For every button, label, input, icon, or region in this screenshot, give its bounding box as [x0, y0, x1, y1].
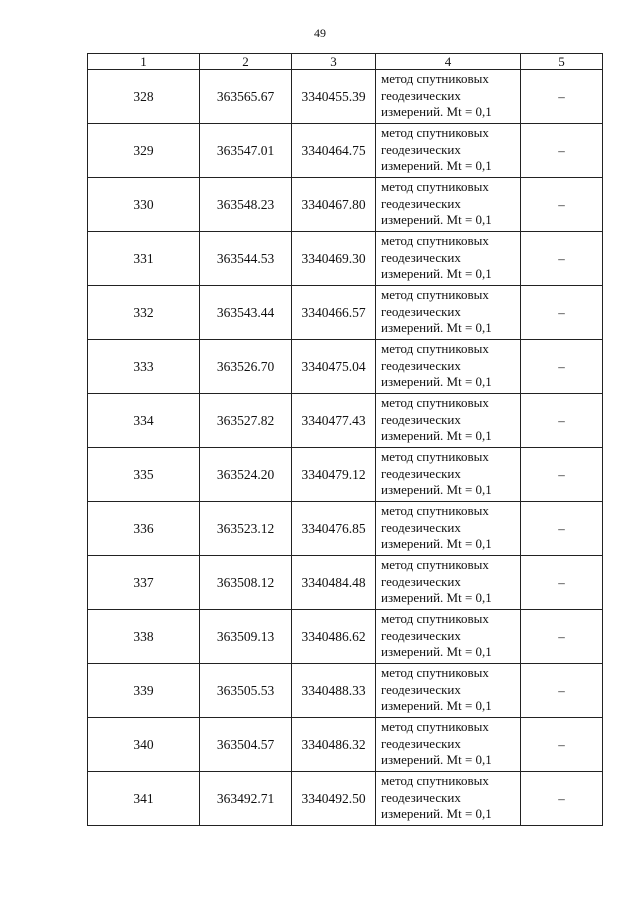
- method-cell: [376, 718, 521, 772]
- table-row: [88, 664, 603, 718]
- table-row: [88, 232, 603, 286]
- header-col-1: 1: [88, 54, 200, 70]
- point-number-cell: 340: [88, 718, 200, 772]
- method-cell: [376, 772, 521, 826]
- table-row: [88, 394, 603, 448]
- method-line: метод спутниковых: [381, 395, 489, 410]
- method-line: геодезических: [381, 573, 461, 589]
- header-col-5: 5: [521, 54, 603, 70]
- method-line: измерений. Mt = 0,1: [381, 104, 492, 119]
- table-header-row: [88, 54, 603, 70]
- method-line: метод спутниковых: [381, 233, 489, 248]
- y-coordinate-cell: 3340475.04: [292, 340, 376, 394]
- method-line: измерений. Mt = 0,1: [381, 374, 492, 389]
- method-line: измерений. Mt = 0,1: [381, 806, 492, 821]
- x-coordinate-cell: 363543.44: [200, 286, 292, 340]
- method-line: геодезических: [381, 789, 461, 805]
- note-cell: –: [521, 448, 603, 502]
- note-cell: –: [521, 70, 603, 124]
- point-number-cell: 332: [88, 286, 200, 340]
- point-number-cell: 329: [88, 124, 200, 178]
- y-coordinate-cell: 3340476.85: [292, 502, 376, 556]
- method-line: геодезических: [381, 681, 461, 697]
- point-number-cell: 331: [88, 232, 200, 286]
- header-col-4: 4: [376, 54, 521, 70]
- x-coordinate-cell: 363527.82: [200, 394, 292, 448]
- table-row: [88, 70, 603, 124]
- x-coordinate-cell: 363548.23: [200, 178, 292, 232]
- method-line: геодезических: [381, 627, 461, 643]
- table-row: [88, 610, 603, 664]
- coordinates-table: [87, 53, 603, 826]
- method-cell: [376, 178, 521, 232]
- method-cell: [376, 502, 521, 556]
- note-cell: –: [521, 124, 603, 178]
- method-cell: [376, 340, 521, 394]
- method-line: метод спутниковых: [381, 71, 489, 86]
- table-body: [88, 70, 603, 826]
- method-line: метод спутниковых: [381, 503, 489, 518]
- y-coordinate-cell: 3340486.62: [292, 610, 376, 664]
- method-line: геодезических: [381, 465, 461, 481]
- note-cell: –: [521, 772, 603, 826]
- point-number-cell: 341: [88, 772, 200, 826]
- y-coordinate-cell: 3340486.32: [292, 718, 376, 772]
- method-line: измерений. Mt = 0,1: [381, 752, 492, 767]
- x-coordinate-cell: 363508.12: [200, 556, 292, 610]
- method-line: геодезических: [381, 735, 461, 751]
- note-cell: –: [521, 340, 603, 394]
- method-line: геодезических: [381, 303, 461, 319]
- note-cell: –: [521, 394, 603, 448]
- table-row: [88, 772, 603, 826]
- method-line: геодезических: [381, 357, 461, 373]
- method-line: геодезических: [381, 249, 461, 265]
- table-row: [88, 448, 603, 502]
- table-row: [88, 718, 603, 772]
- method-line: метод спутниковых: [381, 341, 489, 356]
- y-coordinate-cell: 3340492.50: [292, 772, 376, 826]
- y-coordinate-cell: 3340455.39: [292, 70, 376, 124]
- note-cell: –: [521, 178, 603, 232]
- x-coordinate-cell: 363524.20: [200, 448, 292, 502]
- point-number-cell: 330: [88, 178, 200, 232]
- method-line: геодезических: [381, 519, 461, 535]
- note-cell: –: [521, 502, 603, 556]
- method-line: измерений. Mt = 0,1: [381, 212, 492, 227]
- table-row: [88, 124, 603, 178]
- table-row: [88, 502, 603, 556]
- method-line: измерений. Mt = 0,1: [381, 266, 492, 281]
- x-coordinate-cell: 363505.53: [200, 664, 292, 718]
- method-cell: [376, 448, 521, 502]
- method-line: геодезических: [381, 411, 461, 427]
- header-col-3: 3: [292, 54, 376, 70]
- method-line: метод спутниковых: [381, 125, 489, 140]
- method-cell: [376, 664, 521, 718]
- note-cell: –: [521, 610, 603, 664]
- method-cell: [376, 286, 521, 340]
- header-col-2: 2: [200, 54, 292, 70]
- method-cell: [376, 124, 521, 178]
- note-cell: –: [521, 718, 603, 772]
- method-line: геодезических: [381, 87, 461, 103]
- method-line: измерений. Mt = 0,1: [381, 158, 492, 173]
- method-cell: [376, 394, 521, 448]
- point-number-cell: 339: [88, 664, 200, 718]
- point-number-cell: 336: [88, 502, 200, 556]
- y-coordinate-cell: 3340467.80: [292, 178, 376, 232]
- method-line: метод спутниковых: [381, 449, 489, 464]
- method-line: метод спутниковых: [381, 773, 489, 788]
- x-coordinate-cell: 363565.67: [200, 70, 292, 124]
- table-row: [88, 286, 603, 340]
- point-number-cell: 333: [88, 340, 200, 394]
- point-number-cell: 328: [88, 70, 200, 124]
- x-coordinate-cell: 363526.70: [200, 340, 292, 394]
- method-line: метод спутниковых: [381, 179, 489, 194]
- method-line: измерений. Mt = 0,1: [381, 320, 492, 335]
- x-coordinate-cell: 363492.71: [200, 772, 292, 826]
- y-coordinate-cell: 3340488.33: [292, 664, 376, 718]
- table-row: [88, 556, 603, 610]
- method-line: метод спутниковых: [381, 287, 489, 302]
- x-coordinate-cell: 363523.12: [200, 502, 292, 556]
- method-line: геодезических: [381, 141, 461, 157]
- method-line: измерений. Mt = 0,1: [381, 536, 492, 551]
- method-line: измерений. Mt = 0,1: [381, 482, 492, 497]
- note-cell: –: [521, 556, 603, 610]
- x-coordinate-cell: 363544.53: [200, 232, 292, 286]
- method-line: геодезических: [381, 195, 461, 211]
- method-line: метод спутниковых: [381, 557, 489, 572]
- method-line: измерений. Mt = 0,1: [381, 698, 492, 713]
- note-cell: –: [521, 232, 603, 286]
- point-number-cell: 338: [88, 610, 200, 664]
- x-coordinate-cell: 363504.57: [200, 718, 292, 772]
- method-line: измерений. Mt = 0,1: [381, 428, 492, 443]
- y-coordinate-cell: 3340464.75: [292, 124, 376, 178]
- method-line: измерений. Mt = 0,1: [381, 590, 492, 605]
- y-coordinate-cell: 3340484.48: [292, 556, 376, 610]
- note-cell: –: [521, 664, 603, 718]
- method-cell: [376, 556, 521, 610]
- note-cell: –: [521, 286, 603, 340]
- point-number-cell: 335: [88, 448, 200, 502]
- method-line: измерений. Mt = 0,1: [381, 644, 492, 659]
- x-coordinate-cell: 363547.01: [200, 124, 292, 178]
- method-cell: [376, 70, 521, 124]
- y-coordinate-cell: 3340469.30: [292, 232, 376, 286]
- y-coordinate-cell: 3340477.43: [292, 394, 376, 448]
- point-number-cell: 337: [88, 556, 200, 610]
- method-line: метод спутниковых: [381, 665, 489, 680]
- method-cell: [376, 610, 521, 664]
- y-coordinate-cell: 3340466.57: [292, 286, 376, 340]
- x-coordinate-cell: 363509.13: [200, 610, 292, 664]
- method-line: метод спутниковых: [381, 611, 489, 626]
- point-number-cell: 334: [88, 394, 200, 448]
- method-cell: [376, 232, 521, 286]
- table-row: [88, 340, 603, 394]
- y-coordinate-cell: 3340479.12: [292, 448, 376, 502]
- table-row: [88, 178, 603, 232]
- method-line: метод спутниковых: [381, 719, 489, 734]
- page-number: 49: [314, 26, 326, 40]
